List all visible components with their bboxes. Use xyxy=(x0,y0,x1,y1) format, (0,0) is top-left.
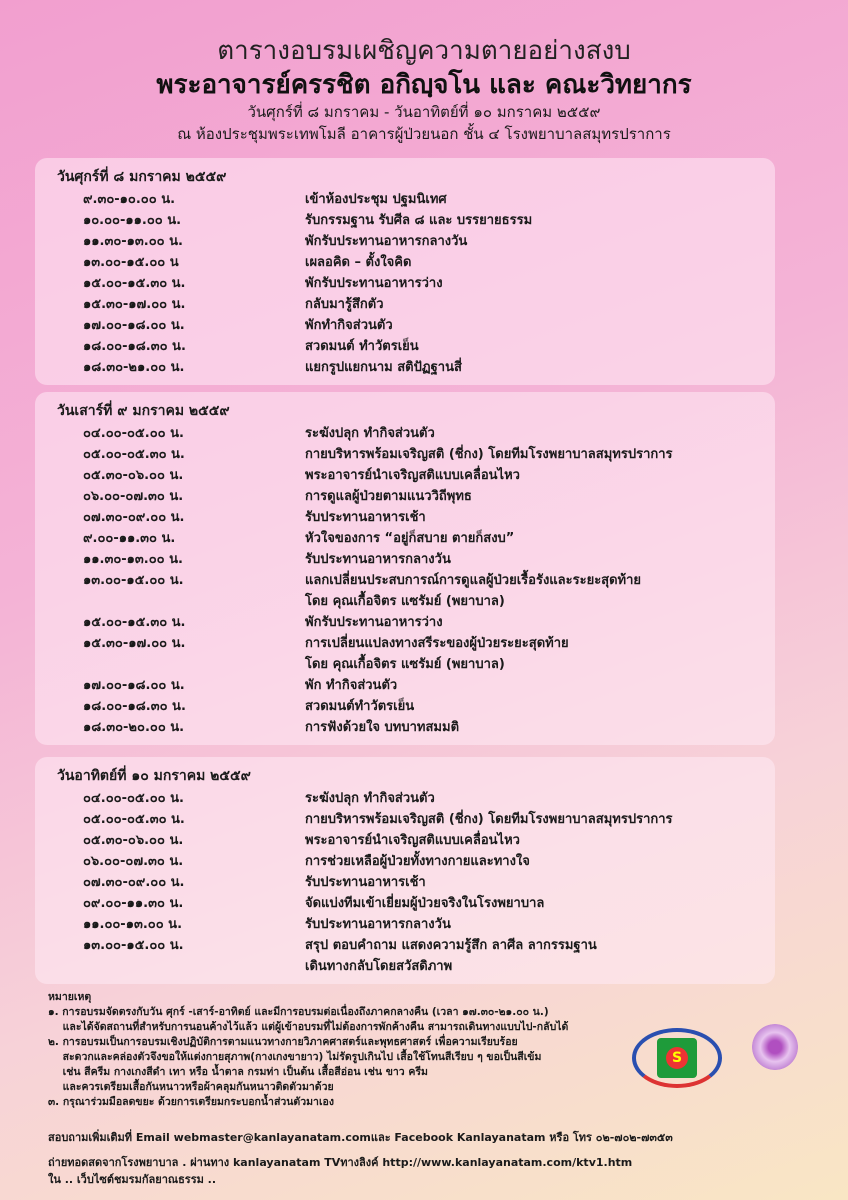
note-line: และควรเตรียมเสื้อกันหนาวหรือผ้าคลุมกันหนาวติดตัวมาด้วย xyxy=(48,1081,334,1093)
row-time: ๙.๓๐-๑๐.๐๐ น. xyxy=(83,192,176,207)
schedule-row xyxy=(35,590,775,611)
row-activity: กายบริหารพร้อมเจริญสติ (ชี่กง) โดยทีมโรงพยาบาลสมุทรปราการ xyxy=(305,812,673,827)
row-time: ๐๗.๓๐-๐๙.๐๐ น. xyxy=(83,510,185,525)
venue: ณ ห้องประชุมพระเทพโมลี อาคารผู้ป่วยนอก ชั้น ๔ โรงพยาบาลสมุทรปราการ xyxy=(177,125,671,143)
row-activity: รับประทานอาหารเช้า xyxy=(305,875,426,890)
schedule-row xyxy=(35,506,775,527)
note-line: เช่น สีครีม กางเกงสีดำ เทา หรือ น้ำตาล กรมท่า เป็นต้น เสื้อสีอ่อน เช่น ขาว ครีม xyxy=(48,1066,428,1078)
poster-title: ตารางอบรมเผชิญความตายอย่างสงบ xyxy=(217,36,631,66)
row-time: ๑๘.๓๐-๒๐.๐๐ น. xyxy=(83,720,185,735)
row-activity: ระฆังปลุก ทำกิจส่วนตัว xyxy=(305,791,435,806)
row-time: ๑๓.๐๐-๑๕.๐๐ น. xyxy=(83,938,184,953)
row-time: ๑๘.๐๐-๑๘.๓๐ น. xyxy=(83,699,186,714)
row-time: ๑๗.๐๐-๑๘.๐๐ น. xyxy=(83,318,185,333)
schedule-row xyxy=(35,829,775,850)
row-activity: การฟังด้วยใจ บทบาทสมมติ xyxy=(305,720,460,735)
day-panel xyxy=(35,757,775,984)
notes xyxy=(48,990,668,1110)
schedule-row xyxy=(35,892,775,913)
row-activity: รับประทานอาหารกลางวัน xyxy=(305,552,451,567)
row-time: ๐๔.๐๐-๐๕.๐๐ น. xyxy=(83,426,184,441)
schedule-row xyxy=(35,850,775,871)
schedule-row xyxy=(35,871,775,892)
schedule-row xyxy=(35,674,775,695)
schedule-row xyxy=(35,272,775,293)
row-activity: โดย คุณเกื้อจิตร แซรัมย์ (พยาบาล) xyxy=(305,594,505,609)
schedule-row xyxy=(35,955,775,976)
schedule-row xyxy=(35,356,775,377)
date-range: วันศุกร์ที่ ๘ มกราคม - วันอาทิตย์ที่ ๑๐ มกราคม ๒๕๕๙ xyxy=(247,103,601,121)
note-line: ๓. กรุณาร่วมมือลดขยะ ด้วยการเตรียมกระบอกน้ำส่วนตัวมาเอง xyxy=(48,1096,334,1108)
row-activity: รับกรรมฐาน รับศีล ๘ และ บรรยายธรรม xyxy=(305,213,533,228)
schedule-row xyxy=(35,653,775,674)
schedule-row xyxy=(35,188,775,209)
row-activity: พระอาจารย์นำเจริญสติแบบเคลื่อนไหว xyxy=(305,833,520,848)
row-time: ๐๙.๐๐-๑๑.๓๐ น. xyxy=(83,896,184,911)
schedule-row xyxy=(35,293,775,314)
schedule-row xyxy=(35,695,775,716)
note-line: ๑. การอบรมจัดตรงกับวัน ศุกร์ -เสาร์-อาทิตย์ และมีการอบรมต่อเนื่องถึงภาคกลางคืน (เวลา ๑๗.๓๐-๒๑.๐๐ น.) xyxy=(48,1006,549,1018)
row-activity: ระฆังปลุก ทำกิจส่วนตัว xyxy=(305,426,435,441)
day-panel xyxy=(35,158,775,385)
row-time: ๐๖.๐๐-๐๗.๓๐ น. xyxy=(83,489,184,504)
row-activity: การช่วยเหลือผู้ป่วยทั้งทางกายและทางใจ xyxy=(305,854,530,869)
row-time: ๑๕.๐๐-๑๕.๓๐ น. xyxy=(83,276,186,291)
row-activity: พัก ทำกิจส่วนตัว xyxy=(305,678,398,693)
row-activity: เดินทางกลับโดยสวัสดิภาพ xyxy=(305,959,453,974)
row-time: ๑๑.๓๐-๑๓.๐๐ น. xyxy=(83,552,183,567)
row-time: ๑๐.๐๐-๑๑.๐๐ น. xyxy=(83,213,182,228)
row-time: ๑๘.๓๐-๒๑.๐๐ น. xyxy=(83,360,185,375)
row-time: ๑๘.๐๐-๑๘.๓๐ น. xyxy=(83,339,186,354)
row-activity: สวดมนต์ทำวัตรเย็น xyxy=(305,699,415,714)
row-activity: พักรับประทานอาหารกลางวัน xyxy=(305,234,468,249)
schedule-row xyxy=(35,443,775,464)
row-activity: กลับมารู้สึกตัว xyxy=(305,297,384,312)
website-info: ใน .. เว็บไซต์ชมรมกัลยาณธรรม .. xyxy=(48,1173,217,1186)
schedule-row xyxy=(35,209,775,230)
row-time: ๑๕.๓๐-๑๗.๐๐ น. xyxy=(83,297,186,312)
row-activity: รับประทานอาหารกลางวัน xyxy=(305,917,451,932)
club-logo xyxy=(752,1024,798,1070)
row-activity: แลกเปลี่ยนประสบการณ์การดูแลผู้ป่วยเรื้อรังและระยะสุดท้าย xyxy=(305,573,642,588)
row-activity: การเปลี่ยนแปลงทางสรีระของผู้ป่วยระยะสุดท้าย xyxy=(305,636,569,651)
schedule-row xyxy=(35,913,775,934)
schedule-row xyxy=(35,632,775,653)
row-activity: เผลอคิด – ตั้งใจคิด xyxy=(305,255,412,270)
schedule-row xyxy=(35,230,775,251)
row-activity: เข้าห้องประชุม ปฐมนิเทศ xyxy=(305,192,447,207)
row-time xyxy=(35,955,305,976)
schedule-row xyxy=(35,314,775,335)
broadcast-info: ถ่ายทอดสดจากโรงพยาบาล . ผ่านทาง kanlayanatam TVทางลิงค์ http://www.kanlayanatam.com/ktv1.htm xyxy=(48,1156,633,1169)
row-time: ๑๑.๓๐-๑๓.๐๐ น. xyxy=(83,234,183,249)
schedule-row xyxy=(35,611,775,632)
row-activity: สรุป ตอบคำถาม แสดงความรู้สึก ลาศีล ลากรรมฐาน xyxy=(305,938,597,953)
row-time: ๐๖.๐๐-๐๗.๓๐ น. xyxy=(83,854,184,869)
row-activity: โดย คุณเกื้อจิตร แซรัมย์ (พยาบาล) xyxy=(305,657,505,672)
row-time: ๑๓.๐๐-๑๕.๐๐ น. xyxy=(83,573,184,588)
day-panel xyxy=(35,392,775,745)
row-activity: แยกรูปแยกนาม สติปัฏฐานสี่ xyxy=(305,360,462,375)
row-activity: การดูแลผู้ป่วยตามแนววิถีพุทธ xyxy=(305,489,472,504)
note-line: และได้จัดสถานที่สำหรับการนอนค้างไว้แล้ว แต่ผู้เข้าอบรมที่ไม่ต้องการพักค้างคืน สามารถเดินทางแบบไป-กลับได้ xyxy=(48,1021,569,1033)
notes-heading: หมายเหตุ xyxy=(48,991,92,1003)
schedule-row xyxy=(35,548,775,569)
schedule-row xyxy=(35,251,775,272)
row-time: ๑๕.๐๐-๑๕.๓๐ น. xyxy=(83,615,186,630)
contact-inquiry: สอบถามเพิ่มเติมที่ Email webmaster@kanlayanatam.comและ Facebook Kanlayanatam หรือ โทร ๐๒-๗๐๒-๗๓๕๓ xyxy=(48,1131,673,1144)
schedule-row xyxy=(35,335,775,356)
schedule-row xyxy=(35,485,775,506)
row-activity: พักทำกิจส่วนตัว xyxy=(305,318,393,333)
note-line: ๒. การอบรมเป็นการอบรมเชิงปฏิบัติการตามแนวทางกายวิภาคศาสตร์และพุทธศาสตร์ เพื่อความเรียบร้อย xyxy=(48,1036,518,1048)
schedule-row xyxy=(35,464,775,485)
hospital-logo xyxy=(632,1028,722,1088)
row-time: ๐๕.๐๐-๐๕.๓๐ น. xyxy=(83,447,185,462)
hospital-logo-letter: S xyxy=(666,1047,688,1069)
row-activity: จัดแบ่งทีมเข้าเยี่ยมผู้ป่วยจริงในโรงพยาบาล xyxy=(305,896,545,911)
schedule-row xyxy=(35,527,775,548)
row-time: ๑๕.๓๐-๑๗.๐๐ น. xyxy=(83,636,186,651)
note-line: สะดวกและคล่องตัวจึงขอให้แต่งกายสุภาพ(กางเกงขายาว) ไม่รัดรูปเกินไป เสื้อใช้โทนสีเรียบ ๆ ขอเป็นสีเข้ม xyxy=(48,1051,542,1063)
row-time: ๐๕.๐๐-๐๕.๓๐ น. xyxy=(83,812,185,827)
schedule-row xyxy=(35,716,775,737)
day-heading: วันศุกร์ที่ ๘ มกราคม ๒๕๕๙ xyxy=(57,169,227,185)
row-time: ๐๔.๐๐-๐๕.๐๐ น. xyxy=(83,791,184,806)
row-activity: พักรับประทานอาหารว่าง xyxy=(305,276,443,291)
row-time xyxy=(35,590,305,611)
row-activity: พระอาจารย์นำเจริญสติแบบเคลื่อนไหว xyxy=(305,468,520,483)
schedule-row xyxy=(35,934,775,955)
row-activity: กายบริหารพร้อมเจริญสติ (ชี่กง) โดยทีมโรงพยาบาลสมุทรปราการ xyxy=(305,447,673,462)
schedule-row xyxy=(35,808,775,829)
row-time: ๐๕.๓๐-๐๖.๐๐ น. xyxy=(83,833,184,848)
row-time: ๑๓.๐๐-๑๕.๐๐ น xyxy=(83,255,179,270)
schedule-row xyxy=(35,569,775,590)
row-activity: พักรับประทานอาหารว่าง xyxy=(305,615,443,630)
day-heading: วันอาทิตย์ที่ ๑๐ มกราคม ๒๕๕๙ xyxy=(57,768,251,784)
row-time xyxy=(35,653,305,674)
row-time: ๑๑.๐๐-๑๓.๐๐ น. xyxy=(83,917,183,932)
row-time: ๙.๐๐-๑๑.๓๐ น. xyxy=(83,531,176,546)
row-time: ๐๗.๓๐-๐๙.๐๐ น. xyxy=(83,875,185,890)
row-activity: รับประทานอาหารเช้า xyxy=(305,510,426,525)
row-time: ๑๗.๐๐-๑๘.๐๐ น. xyxy=(83,678,185,693)
speaker-line: พระอาจารย์ครรชิต อกิญฺจโน และ คณะวิทยากร xyxy=(156,70,692,100)
schedule-row xyxy=(35,422,775,443)
row-time: ๐๕.๓๐-๐๖.๐๐ น. xyxy=(83,468,184,483)
row-activity: สวดมนต์ ทำวัตรเย็น xyxy=(305,339,419,354)
row-activity: หัวใจของการ “อยู่ก็สบาย ตายก็สงบ” xyxy=(305,531,515,546)
day-heading: วันเสาร์ที่ ๙ มกราคม ๒๕๕๙ xyxy=(57,403,230,419)
schedule-row xyxy=(35,787,775,808)
